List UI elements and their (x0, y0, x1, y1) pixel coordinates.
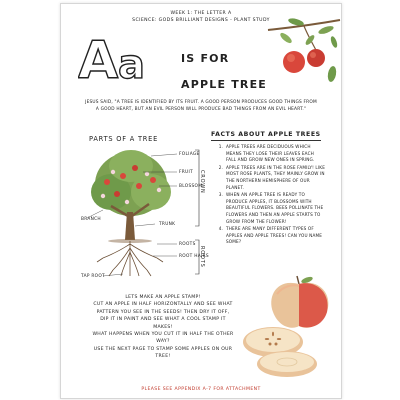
fact-number: 4. (218, 226, 223, 232)
fact-number: 3. (218, 192, 223, 198)
stamp-line: WAY? (156, 339, 170, 345)
label-branch: BRANCH (81, 217, 101, 222)
stamp-line: PATTERN YOU SEE IN THE SEEDS! THEN DRY IT OFF, (96, 309, 230, 315)
apple-tree-illustration (73, 144, 183, 284)
fact-item (213, 165, 325, 191)
facts-title: FACTS ABOUT APPLE TREES (211, 131, 321, 138)
facts-underline (211, 140, 321, 141)
title-line-2: APPLE TREE (181, 78, 267, 91)
letter-upper-a: A (78, 34, 119, 82)
apple-slices-illustration (237, 272, 339, 384)
week-line: WEEK 1: THE LETTER A (170, 11, 232, 16)
fact-text: APPLE TREES ARE IN THE ROSE FAMILY! LIKE MOST ROSE PLANTS, THEY MAINLY GROW IN THE NORTHERN HEMISPHERE OF OUR PLANET. (226, 164, 325, 190)
subject-line: SCIENCE: GODS BRILLIANT DESIGNS - PLANT STUDY (132, 18, 270, 23)
fact-text: APPLE TREES ARE DECIDUOUS WHICH MEANS THEY LOSE THEIR LEAVES EACH FALL AND GROW NEW ONES IN SPRING. (226, 144, 315, 163)
stamp-line: DIP IT IN PAINT AND SEE WHAT A COOL STAMP IT (100, 317, 226, 323)
apple-branch-illustration (266, 16, 341, 88)
worksheet-page (60, 3, 342, 399)
bible-quote (73, 99, 329, 113)
stamp-line: USE THE NEXT PAGE TO STAMP SOME APPLES ON OUR (93, 346, 233, 352)
letter-lower-a: a (118, 42, 145, 82)
stamp-line: TREE! (155, 354, 171, 360)
label-roots: ROOTS (179, 242, 196, 247)
stamp-line: MAKES! (153, 324, 173, 330)
fact-number: 2. (218, 164, 223, 170)
fact-text: THERE ARE MANY DIFFERENT TYPES OF APPLES AND APPLE TREES! CAN YOU NAME SOME? (226, 226, 323, 245)
title-line-1: IS FOR (181, 52, 230, 65)
quote-line-2: A GOOD HEART, BUT AN EVIL PERSON WILL PRODUCE BAD THINGS FROM AN EVIL HEART." (95, 107, 307, 112)
facts-list (213, 144, 325, 247)
parts-title: PARTS OF A TREE (89, 135, 159, 143)
label-crown-side: CROWN (199, 170, 205, 194)
label-fruit: FRUIT (179, 170, 193, 175)
stamp-line: CUT AN APPLE IN HALF HORIZONTALLY AND SEE WHAT (93, 302, 233, 308)
label-roots-side: ROOTS (199, 246, 205, 268)
fact-item (213, 226, 325, 246)
letter-aa-graphic (78, 34, 158, 82)
label-trunk: TRUNK (159, 222, 176, 227)
fact-item (213, 192, 325, 225)
label-tap-root: TAP ROOT (81, 274, 105, 279)
appendix-footer: PLEASE SEE APPENDIX A-7 FOR ATTACHMENT (141, 387, 261, 392)
label-foliage: FOLIAGE (179, 152, 200, 157)
label-blossom: BLOSSOM (179, 184, 203, 189)
fact-number: 1. (218, 144, 223, 149)
fact-text: WHEN AN APPLE TREE IS READY TO PRODUCE APPLES, IT BLOSSOMS WITH BEAUTIFUL FLOWERS. BEES POLLINATE THE FLOWERS AND THEN AN APPLE STARTS TO GROW FROM THE FLOWER! (226, 192, 324, 224)
fact-item (213, 144, 325, 164)
stamp-line: LETS MAKE AN APPLE STAMP! (125, 295, 201, 300)
label-root-hairs: ROOT HAIRS (179, 254, 209, 259)
stamp-line: WHAT HAPPENS WHEN YOU CUT IT IN HALF THE OTHER (92, 332, 234, 338)
quote-line-1: JESUS SAID, "A TREE IS IDENTIFIED BY ITS FRUIT. A GOOD PERSON PRODUCES GOOD THINGS FROM (85, 100, 317, 105)
apple-stamp-activity (75, 294, 251, 361)
